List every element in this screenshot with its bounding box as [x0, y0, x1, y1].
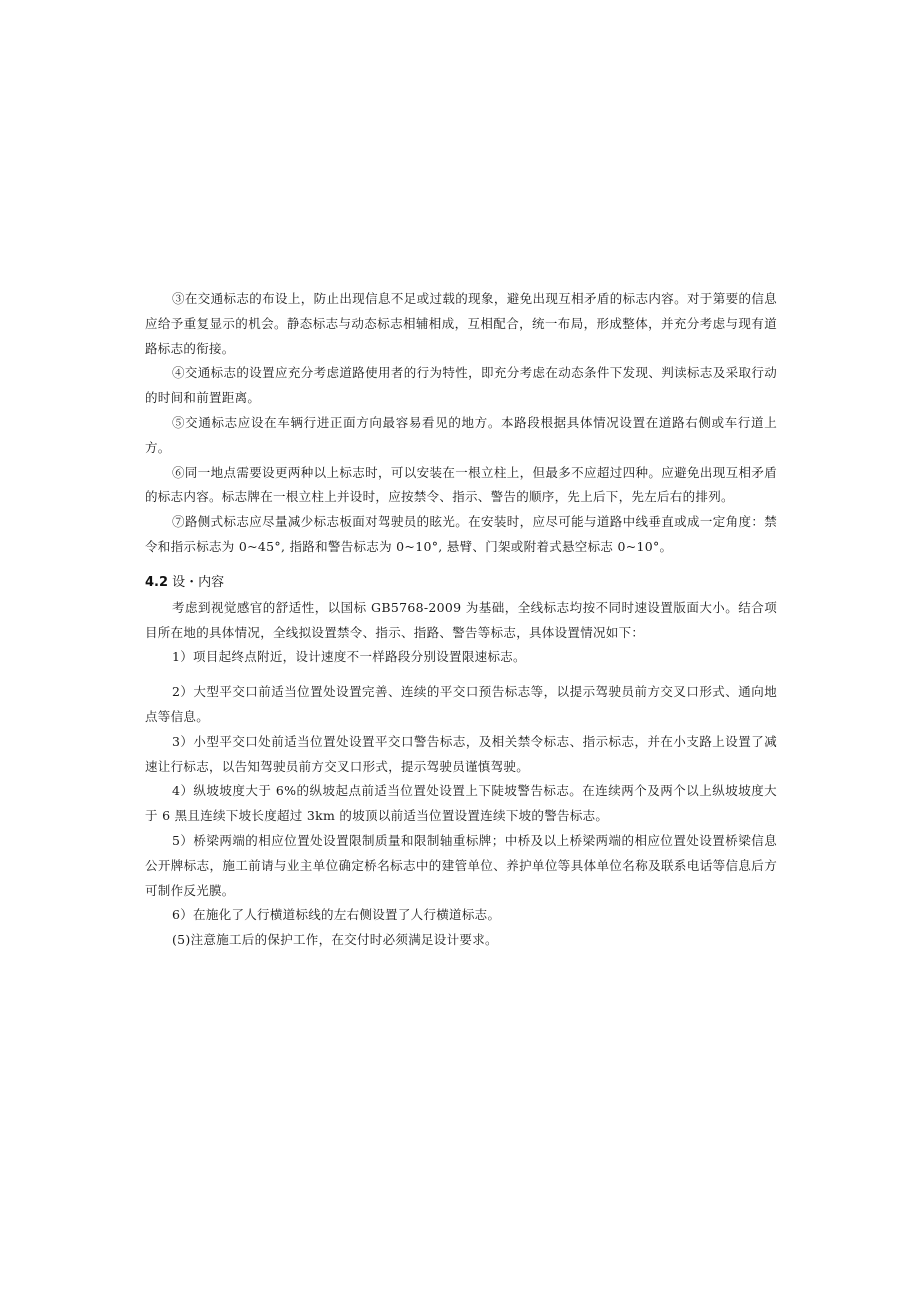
paragraph-item-4: ④交通标志的设置应充分考虑道路使用者的行为特性，即充分考虑在动态条件下发现、判读标志及采取行动的时间和前置距离。 [145, 365, 777, 406]
section-heading [145, 573, 777, 593]
paragraph-item-5: ⑤交通标志应设在车辆行进正面方向最容易看见的地方。本路段根据具体情况设置在道路右侧或车行道上方。 [145, 414, 777, 455]
section-intro: 考虑到视觉感官的舒适性，以国标 GB5768-2009 为基础，全线标志均按不同时速设置版面大小。结合项目所在地的具体情况，全线拟设置禁令、指示、指路、警告等标志，具体设置情况如下： [145, 599, 777, 640]
document-body [145, 287, 777, 953]
list-item-5: 5）桥梁两端的相应位置处设置限制质量和限制轴重标牌；中桥及以上桥梁两端的相应位置处设置桥梁信息公开牌标志，施工前请与业主单位确定桥名标志中的建管单位、养护单位等具体单位名称及联系电话等信息后方可制作反光膜。 [145, 832, 777, 898]
list-item-6: 6）在施化了人行横道标线的左右侧设置了人行横道标志。 [172, 907, 501, 923]
paragraph-item-3: ③在交通标志的布设上，防止出现信息不足或过载的现象，避免出现互相矛盾的标志内容。对于第要的信息应给予重复显示的机会。静态标志与动态标志相辅相成，互相配合，统一布局，形成整体，并充分考虑与现有道路标志的衔接。 [145, 291, 777, 356]
list-item-2: 2）大型平交口前适当位置处设置完善、连续的平交口预告标志等，以提示驾驶员前方交叉口形式、通向地点等信息。 [145, 684, 777, 724]
list-item-3: 3）小型平交口处前适当位置处设置平交口警告标志，及相关禁令标志、指示标志，并在小支路上设置了减速让行标志，以告知驾驶员前方交叉口形式，提示驾驶员谨慎驾驶。 [145, 733, 777, 774]
list-item-1: 1）项目起终点附近，设计速度不一样路段分别设置限速标志。 [172, 649, 526, 665]
section-heading-text: 设・内容 [172, 574, 225, 590]
section-heading-number: 4.2 [145, 574, 169, 590]
paragraph-item-7: ⑦路侧式标志应尽量减少标志板面对驾驶员的眩光。在安装时，应尽可能与道路中线垂直或成一定角度：禁令和指示标志为 0~45°, 指路和警告标志为 0~10°, 悬臂、门架或附着式悬空标志 0~10°。 [145, 514, 777, 554]
closing-note: (5)注意施工后的保护工作，在交付时必须满足设计要求。 [172, 932, 498, 948]
list-item-4: 4）纵坡坡度大于 6%的纵坡起点前适当位置处设置上下陡坡警告标志。在连续两个及两个以上纵坡坡度大于 6 黑且连续下坡长度超过 3km 的坡顶以前适当位置设置连续下坡的警告标志。 [145, 783, 777, 824]
paragraph-item-6: ⑥同一地点需要设更两种以上标志时，可以安装在一根立柱上，但最多不应超过四种。应避免出现互相矛盾的标志内容。标志牌在一根立柱上并设时，应按禁令、指示、警告的顺序，先上后下，先左后右的排列。 [145, 464, 777, 505]
